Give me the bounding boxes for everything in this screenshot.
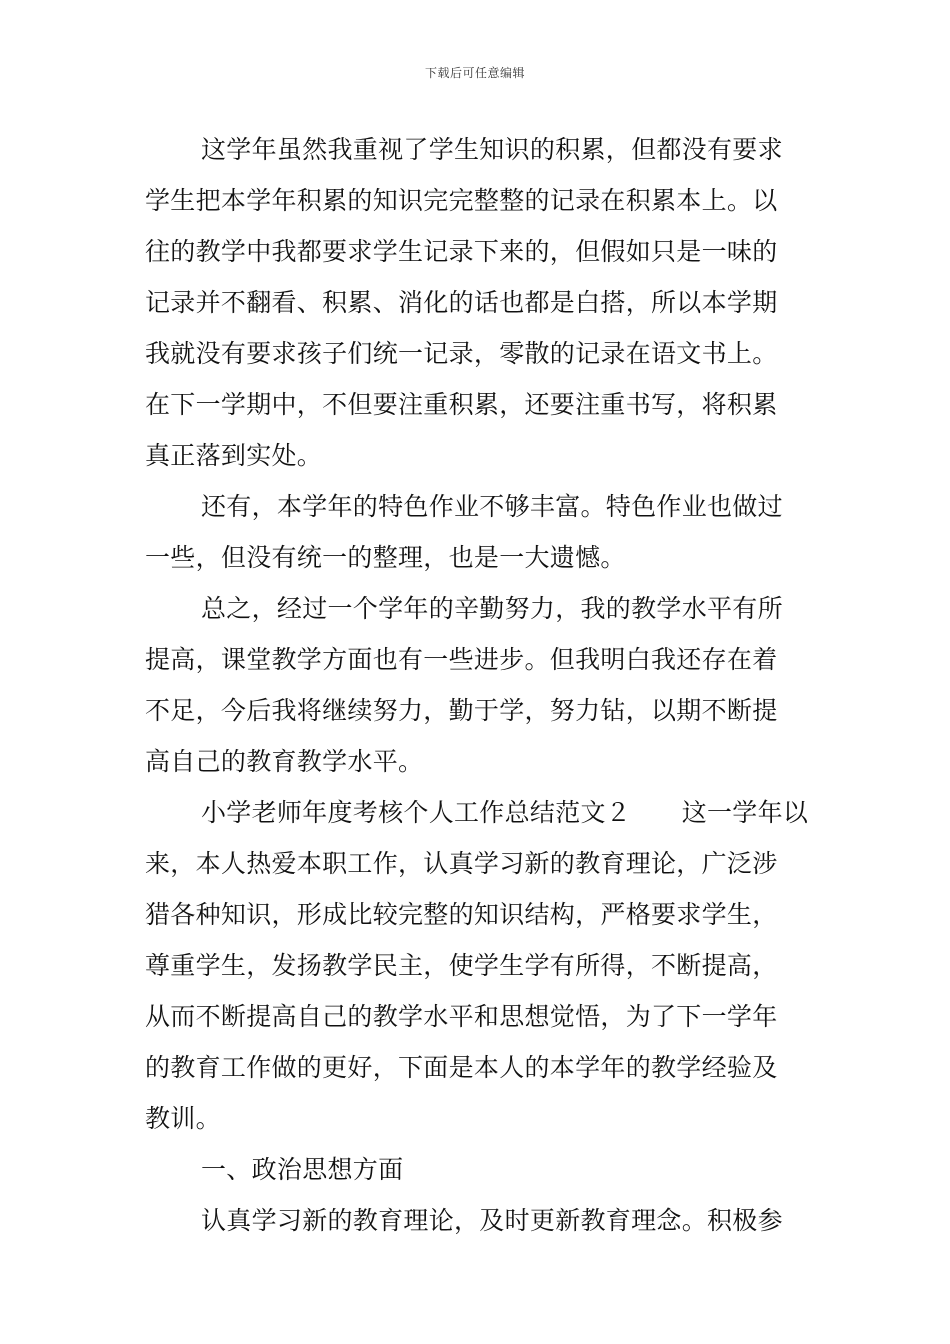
- text-line: 小学老师年度考核个人工作总结范文２ 这一学年以: [201, 798, 809, 827]
- text-line: 高自己的教育教学水平。: [145, 747, 424, 776]
- text-line: 这学年虽然我重视了学生知识的积累，但都没有要求: [201, 135, 783, 164]
- text-line: 认真学习新的教育理论，及时更新教育理念。积极参: [201, 1206, 783, 1235]
- text-line: 的教育工作做的更好，下面是本人的本学年的教学经验及: [145, 1053, 778, 1082]
- text-line: 不足，今后我将继续努力，勤于学，努力钻，以期不断提: [145, 696, 778, 725]
- text-line: 还有，本学年的特色作业不够丰富。特色作业也做过: [201, 492, 783, 521]
- text-line: 从而不断提高自己的教学水平和思想觉悟，为了下一学年: [145, 1002, 778, 1031]
- text-line: 尊重学生，发扬教学民主，使学生学有所得，不断提高，: [145, 951, 778, 980]
- text-line: 在下一学期中，不但要注重积累，还要注重书写，将积累: [145, 390, 778, 419]
- document-body: [145, 124, 807, 1246]
- text-line: 总之，经过一个学年的辛勤努力，我的教学水平有所: [201, 594, 783, 623]
- header-note: 下载后可任意编辑: [424, 66, 525, 80]
- text-line: 来，本人热爱本职工作，认真学习新的教育理论，广泛涉: [145, 849, 778, 878]
- text-line: 我就没有要求孩子们统一记录，零散的记录在语文书上。: [145, 339, 778, 368]
- text-line: 猎各种知识，形成比较完整的知识结构，严格要求学生，: [145, 900, 778, 929]
- text-line: 教训。: [145, 1104, 221, 1133]
- text-line: 一些，但没有统一的整理，也是一大遗憾。: [145, 543, 626, 572]
- section-heading: 一、政治思想方面: [201, 1155, 404, 1184]
- text-line: 记录并不翻看、积累、消化的话也都是白搭，所以本学期: [145, 288, 778, 317]
- text-line: 提高，课堂教学方面也有一些进步。但我明白我还存在着: [145, 645, 778, 674]
- text-line: 真正落到实处。: [145, 441, 323, 470]
- text-line: 往的教学中我都要求学生记录下来的，但假如只是一味的: [145, 237, 778, 266]
- text-line: 学生把本学年积累的知识完完整整的记录在积累本上。以: [145, 186, 778, 215]
